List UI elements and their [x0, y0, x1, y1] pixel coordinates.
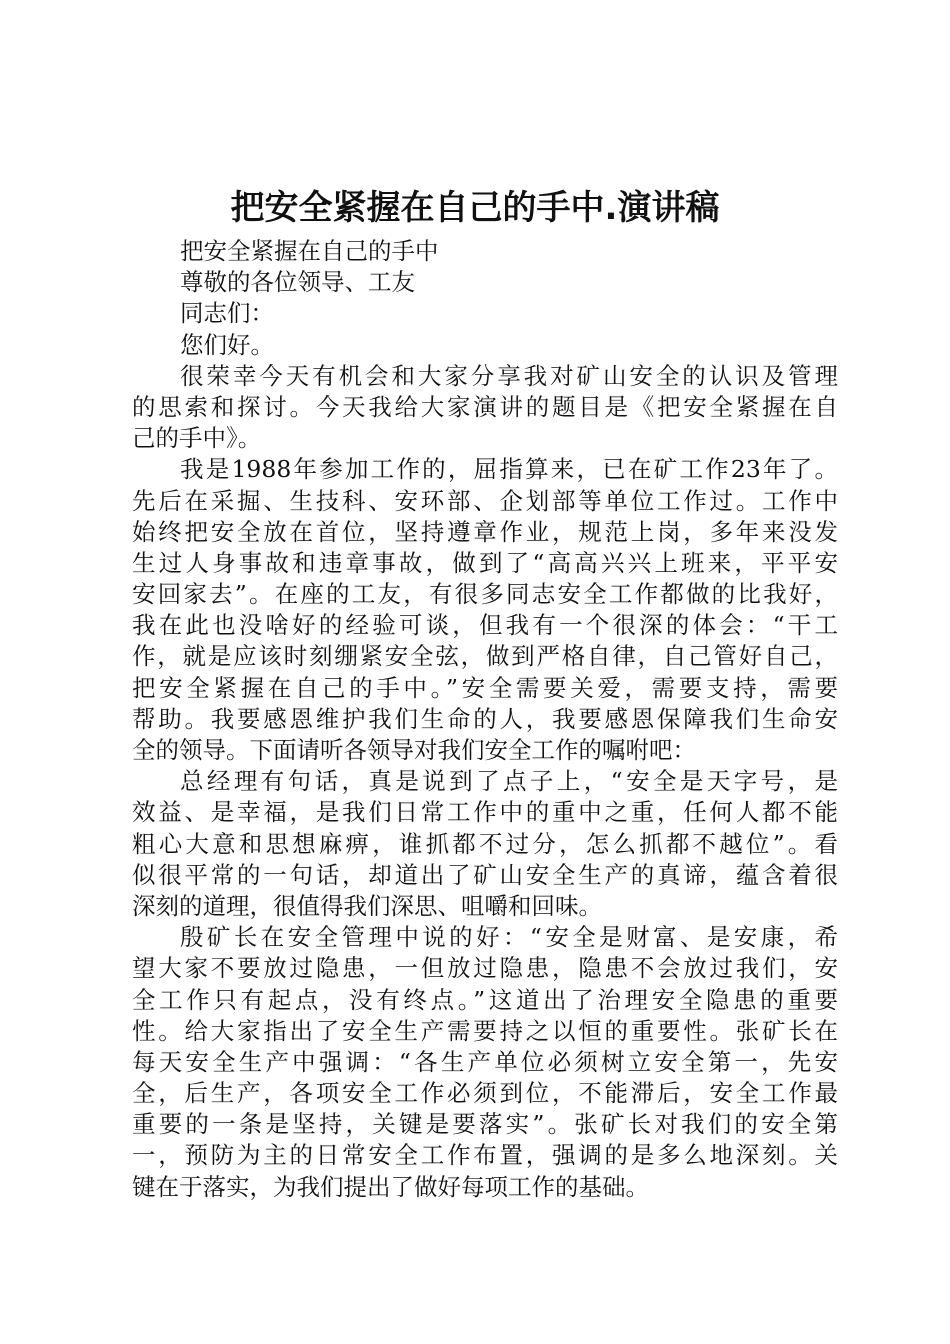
text-line-salutation: 同志们：	[180, 299, 274, 328]
text-line: 每天安全生产中强调：“各生产单位必须树立安全第一，先安	[132, 1047, 838, 1076]
text-line-salutation: 尊敬的各位领导、工友	[180, 268, 415, 297]
text-line: 效益、是幸福，是我们日常工作中的重中之重，任何人都不能	[132, 798, 838, 827]
text-line: 把安全紧握在自己的手中。”安全需要关爱，需要支持，需要	[132, 673, 838, 702]
text-line: 殷矿长在安全管理中说的好：“安全是财富、是安康，希	[180, 923, 838, 952]
text-line: 键在于落实，为我们提出了做好每项工作的基础。	[132, 1172, 649, 1201]
text-line: 帮助。我要感恩维护我们生命的人，我要感恩保障我们生命安	[132, 704, 838, 733]
text-line: 先后在采掘、生技科、安环部、企划部等单位工作过。工作中	[132, 486, 838, 515]
text-line-subtitle: 把安全紧握在自己的手中	[180, 237, 439, 265]
text-line: 似很平常的一句话，却道出了矿山安全生产的真谛，蕴含着很	[132, 860, 838, 889]
text-line: 总经理有句话，真是说到了点子上，“安全是天字号，是	[180, 767, 838, 796]
text-line: 一，预防为主的日常安全工作布置，强调的是多么地深刻。关	[132, 1141, 838, 1170]
document-body	[132, 236, 838, 1203]
text-line: 作，就是应该时刻绷紧安全弦，做到严格自律，自己管好自己，	[132, 642, 838, 671]
text-line-greeting: 您们好。	[180, 330, 274, 359]
text-line: 很荣幸今天有机会和大家分享我对矿山安全的认识及管理	[180, 361, 838, 390]
text-line: 的思索和探讨。今天我给大家演讲的题目是《把安全紧握在自	[132, 392, 838, 421]
text-line: 始终把安全放在首位，坚持遵章作业，规范上岗，多年来没发	[132, 517, 838, 546]
text-line: 己的手中》。	[132, 424, 262, 453]
text-line: 望大家不要放过隐患，一但放过隐患，隐患不会放过我们，安	[132, 954, 838, 983]
text-line: 生过人身事故和违章事故，做到了“高高兴兴上班来，平平安	[132, 548, 838, 577]
text-line: 全的领导。下面请听各领导对我们安全工作的嘱咐吧：	[132, 736, 696, 764]
text-line: 全工作只有起点，没有终点。”这道出了治理安全隐患的重要	[132, 985, 838, 1014]
text-line: 安回家去”。在座的工友，有很多同志安全工作都做的比我好，	[132, 580, 838, 609]
text-line: 我在此也没啥好的经验可谈，但我有一个很深的体会：“干工	[132, 611, 838, 640]
text-line: 全，后生产，各项安全工作必须到位，不能滞后，安全工作最	[132, 1079, 838, 1108]
text-line: 粗心大意和思想麻痹，谁抓都不过分，怎么抓都不越位”。看	[132, 829, 838, 858]
text-line: 性。给大家指出了安全生产需要持之以恒的重要性。张矿长在	[132, 1016, 838, 1045]
text-line: 我是1988年参加工作的，屈指算来，已在矿工作23年了。	[180, 455, 838, 484]
text-line: 深刻的道理，很值得我们深思、咀嚼和回味。	[132, 891, 602, 920]
document-title: 把安全紧握在自己的手中.演讲稿	[230, 188, 720, 228]
text-line: 重要的一条是坚持，关键是要落实”。张矿长对我们的安全第	[132, 1110, 838, 1139]
